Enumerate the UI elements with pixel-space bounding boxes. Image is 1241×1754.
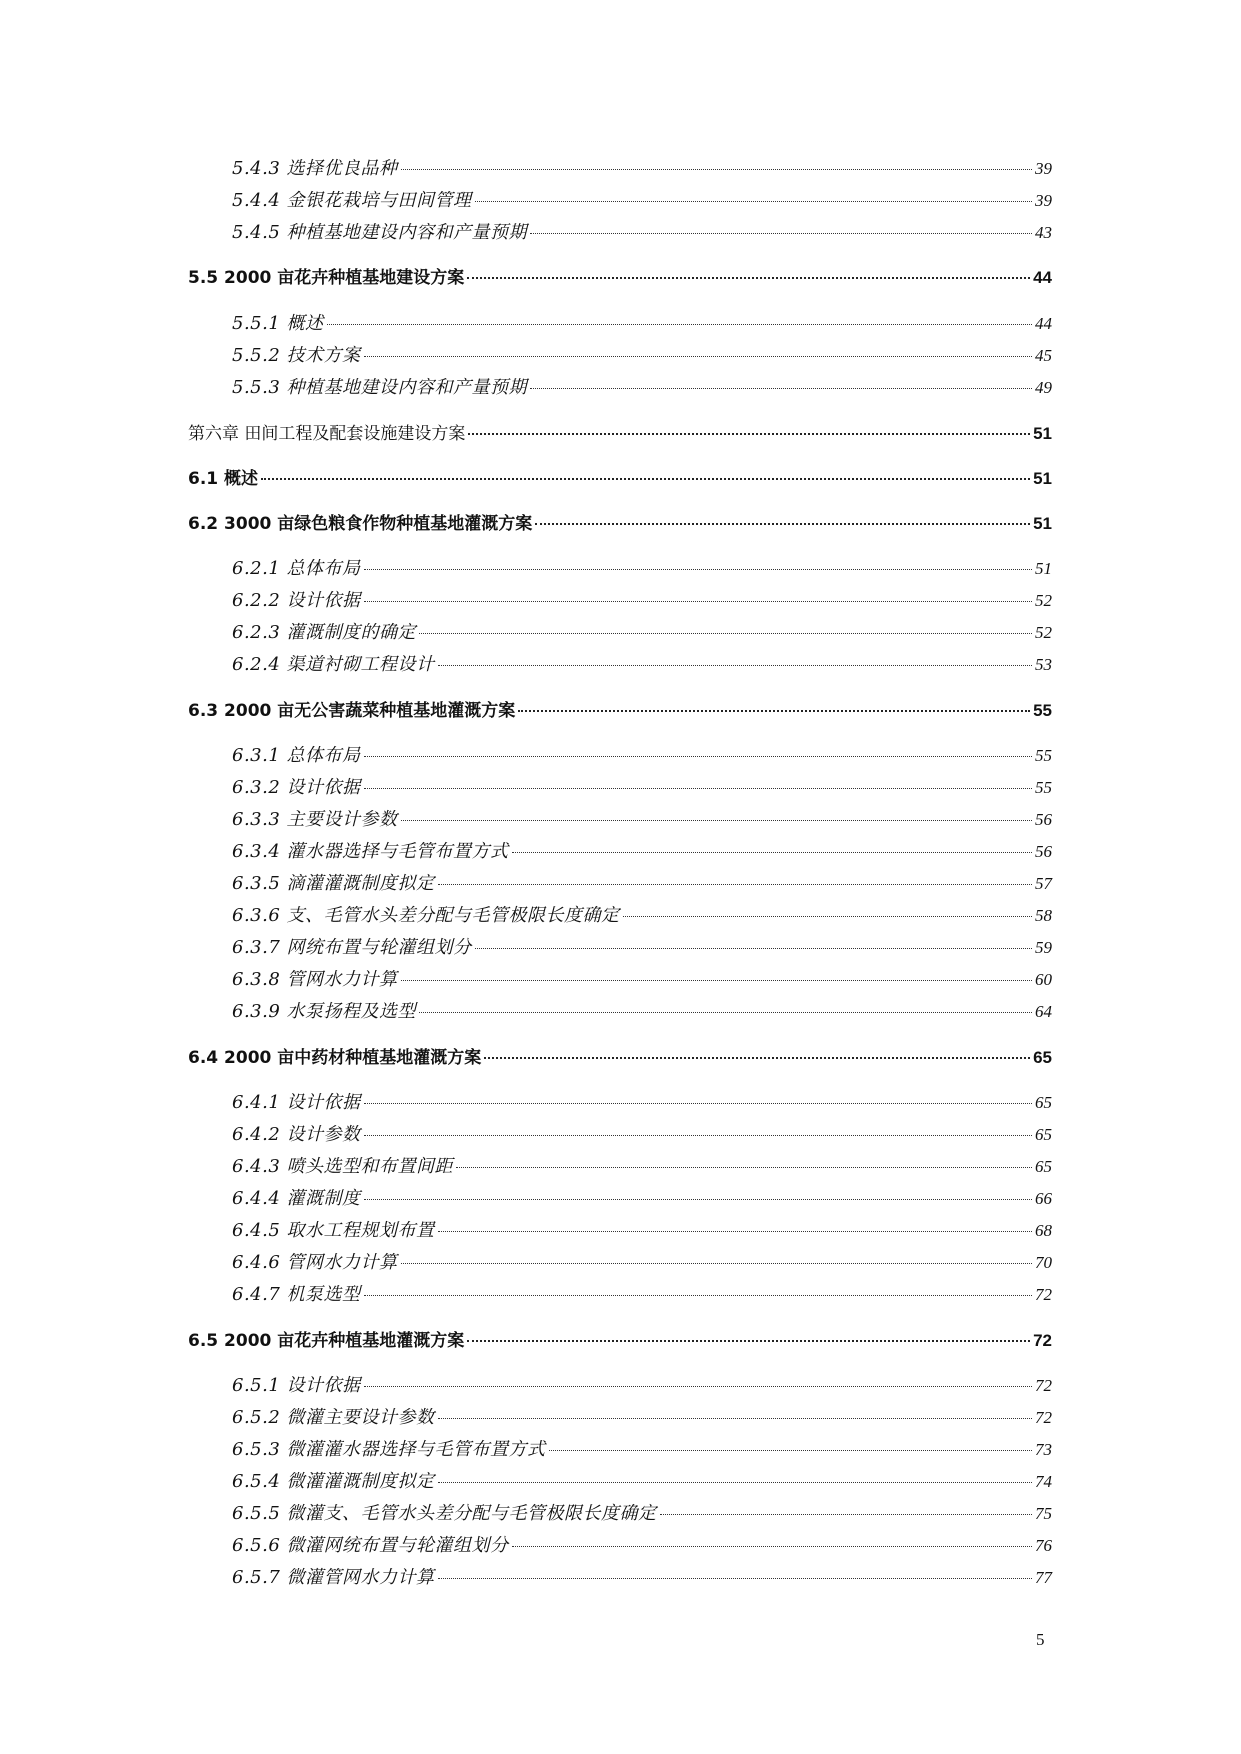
toc-entry-page: 58 — [1035, 906, 1052, 925]
toc-section-page: 44 — [1033, 268, 1052, 287]
dot-leader — [467, 277, 1030, 279]
toc-entry-title: 5.4.5 种植基地建设内容和产量预期 — [232, 222, 528, 243]
dot-leader — [261, 478, 1030, 480]
dot-leader — [438, 665, 1032, 666]
dot-leader — [364, 1199, 1032, 1200]
toc-entry[interactable] — [232, 933, 1052, 959]
dot-leader — [364, 1386, 1032, 1387]
toc-entry[interactable] — [232, 805, 1052, 831]
dot-leader — [549, 1450, 1032, 1451]
toc-chapter-page: 51 — [1033, 424, 1052, 443]
toc-entry[interactable] — [232, 154, 1052, 180]
toc-entry[interactable] — [232, 1371, 1052, 1397]
toc-entry-page: 74 — [1035, 1472, 1052, 1491]
toc-entry-title: 6.3.2 设计依据 — [232, 777, 361, 798]
toc-chapter-title: 第六章 田间工程及配套设施建设方案 — [188, 424, 466, 444]
dot-leader — [438, 884, 1032, 885]
toc-entry[interactable] — [232, 586, 1052, 612]
dot-leader — [512, 1546, 1032, 1547]
toc-entry-page: 55 — [1035, 778, 1052, 797]
toc-entry-page: 52 — [1035, 623, 1052, 642]
toc-section-title: 6.3 2000 亩无公害蔬菜种植基地灌溉方案 — [188, 701, 516, 721]
toc-entry[interactable] — [232, 837, 1052, 863]
dot-leader — [475, 201, 1032, 202]
toc-entry-title: 6.5.6 微灌网统布置与轮灌组划分 — [232, 1535, 509, 1556]
dot-leader — [623, 916, 1032, 917]
toc-entry-title: 6.5.5 微灌支、毛管水头差分配与毛管极限长度确定 — [232, 1503, 657, 1524]
toc-entry-title: 6.2.3 灌溉制度的确定 — [232, 622, 417, 643]
toc-entry-title: 6.5.2 微灌主要设计参数 — [232, 1407, 435, 1428]
toc-entry-page: 43 — [1035, 223, 1052, 242]
toc-entry-title: 6.3.3 主要设计参数 — [232, 809, 398, 830]
toc-entry[interactable] — [232, 341, 1052, 367]
toc-entry-page: 72 — [1035, 1376, 1052, 1395]
toc-section-page: 72 — [1033, 1331, 1052, 1350]
toc-entry[interactable] — [232, 1499, 1052, 1525]
toc-entry[interactable] — [232, 901, 1052, 927]
toc-entry-page: 64 — [1035, 1002, 1052, 1021]
toc-entry[interactable] — [232, 1280, 1052, 1306]
toc-section[interactable] — [188, 509, 1052, 534]
toc-entry[interactable] — [232, 373, 1052, 399]
toc-entry-page: 56 — [1035, 842, 1052, 861]
toc-entry-page: 68 — [1035, 1221, 1052, 1240]
toc-entry-title: 6.5.3 微灌灌水器选择与毛管布置方式 — [232, 1439, 546, 1460]
toc-entry-title: 5.5.1 概述 — [232, 313, 324, 334]
toc-entry-title: 6.4.4 灌溉制度 — [232, 1188, 361, 1209]
dot-leader — [327, 324, 1032, 325]
toc-entry-page: 45 — [1035, 346, 1052, 365]
toc-entry[interactable] — [232, 773, 1052, 799]
dot-leader — [364, 788, 1032, 789]
toc-entry[interactable] — [232, 1184, 1052, 1210]
toc-entry-page: 55 — [1035, 746, 1052, 765]
toc-entry-page: 56 — [1035, 810, 1052, 829]
toc-entry-title: 6.4.1 设计依据 — [232, 1092, 361, 1113]
dot-leader — [512, 852, 1032, 853]
toc-entry-page: 66 — [1035, 1189, 1052, 1208]
toc-entry-page: 51 — [1035, 559, 1052, 578]
toc-entry[interactable] — [232, 218, 1052, 244]
toc-section[interactable] — [188, 1326, 1052, 1351]
toc-entry-page: 39 — [1035, 191, 1052, 210]
toc-section-page: 51 — [1033, 469, 1052, 488]
toc-entry-title: 6.4.2 设计参数 — [232, 1124, 361, 1145]
toc-section[interactable] — [188, 263, 1052, 288]
toc-entry-page: 65 — [1035, 1125, 1052, 1144]
toc-entry[interactable] — [232, 309, 1052, 335]
toc-entry-page: 73 — [1035, 1440, 1052, 1459]
toc-entry-page: 52 — [1035, 591, 1052, 610]
toc-entry-title: 6.3.7 网统布置与轮灌组划分 — [232, 937, 472, 958]
toc-section-title: 5.5 2000 亩花卉种植基地建设方案 — [188, 268, 465, 288]
dot-leader — [364, 1295, 1032, 1296]
dot-leader — [535, 523, 1030, 525]
toc-entry[interactable] — [232, 186, 1052, 212]
toc-section-page: 55 — [1033, 701, 1052, 720]
dot-leader — [484, 1057, 1030, 1059]
toc-entry-title: 6.2.1 总体布局 — [232, 558, 361, 579]
toc-entry[interactable] — [232, 1120, 1052, 1146]
dot-leader — [364, 356, 1032, 357]
dot-leader — [530, 388, 1032, 389]
toc-entry-title: 5.4.3 选择优良品种 — [232, 158, 398, 179]
toc-entry-page: 75 — [1035, 1504, 1052, 1523]
toc-entry-page: 39 — [1035, 159, 1052, 178]
dot-leader — [467, 1340, 1030, 1342]
toc-entry[interactable] — [232, 965, 1052, 991]
dot-leader — [364, 1103, 1032, 1104]
toc-entry-title: 5.5.2 技术方案 — [232, 345, 361, 366]
toc-entry[interactable] — [232, 1216, 1052, 1242]
toc-entry[interactable] — [232, 650, 1052, 676]
toc-entry[interactable] — [232, 1088, 1052, 1114]
toc-entry-title: 6.3.6 支、毛管水头差分配与毛管极限长度确定 — [232, 905, 620, 926]
toc-entry-page: 60 — [1035, 970, 1052, 989]
toc-entry-title: 6.5.4 微灌灌溉制度拟定 — [232, 1471, 435, 1492]
page-number: 5 — [1036, 1630, 1045, 1649]
toc-entry-title: 5.5.3 种植基地建设内容和产量预期 — [232, 377, 528, 398]
toc-entry-page: 77 — [1035, 1568, 1052, 1587]
dot-leader — [419, 633, 1032, 634]
toc-section[interactable] — [188, 1043, 1052, 1068]
toc-entry[interactable] — [232, 1563, 1052, 1589]
dot-leader — [419, 1012, 1032, 1013]
toc-entry-title: 6.2.4 渠道衬砌工程设计 — [232, 654, 435, 675]
dot-leader — [438, 1482, 1032, 1483]
toc-entry[interactable] — [232, 554, 1052, 580]
toc-entry[interactable] — [232, 869, 1052, 895]
toc-section-page: 51 — [1033, 514, 1052, 533]
dot-leader — [530, 233, 1032, 234]
toc-entry[interactable] — [232, 1467, 1052, 1493]
dot-leader — [468, 433, 1030, 435]
toc-entry-title: 6.3.1 总体布局 — [232, 745, 361, 766]
dot-leader — [438, 1231, 1032, 1232]
toc-section[interactable] — [188, 696, 1052, 721]
toc-entry-title: 6.2.2 设计依据 — [232, 590, 361, 611]
toc-entry-title: 6.5.1 设计依据 — [232, 1375, 361, 1396]
toc-section-page: 65 — [1033, 1048, 1052, 1067]
toc-entry-page: 72 — [1035, 1408, 1052, 1427]
toc-entry-title: 6.4.5 取水工程规划布置 — [232, 1220, 435, 1241]
toc-entry-page: 44 — [1035, 314, 1052, 333]
toc-entry-page: 53 — [1035, 655, 1052, 674]
toc-entry-title: 6.4.6 管网水力计算 — [232, 1252, 398, 1273]
toc-entry-title: 6.5.7 微灌管网水力计算 — [232, 1567, 435, 1588]
dot-leader — [438, 1418, 1032, 1419]
toc-section-title: 6.5 2000 亩花卉种植基地灌溉方案 — [188, 1331, 465, 1351]
toc-entry-title: 6.4.7 机泵选型 — [232, 1284, 361, 1305]
toc-entry-title: 5.4.4 金银花栽培与田间管理 — [232, 190, 472, 211]
dot-leader — [364, 1135, 1032, 1136]
toc-entry-page: 65 — [1035, 1157, 1052, 1176]
toc-entry[interactable] — [232, 1531, 1052, 1557]
toc-section-title: 6.1 概述 — [188, 469, 259, 489]
toc-section[interactable] — [188, 464, 1052, 489]
toc-entry-page: 59 — [1035, 938, 1052, 957]
dot-leader — [518, 710, 1030, 712]
toc-entry-title: 6.3.9 水泵扬程及选型 — [232, 1001, 417, 1022]
toc-entry-page: 49 — [1035, 378, 1052, 397]
dot-leader — [364, 601, 1032, 602]
toc-entry[interactable] — [232, 1248, 1052, 1274]
toc-entry-title: 6.3.8 管网水力计算 — [232, 969, 398, 990]
toc-section-title: 6.2 3000 亩绿色粮食作物种植基地灌溉方案 — [188, 514, 533, 534]
toc-entry[interactable] — [232, 997, 1052, 1023]
toc-entry-page: 72 — [1035, 1285, 1052, 1304]
toc-entry[interactable] — [232, 1152, 1052, 1178]
dot-leader — [401, 169, 1032, 170]
toc-entry[interactable] — [232, 1403, 1052, 1429]
toc-entry-page: 70 — [1035, 1253, 1052, 1272]
toc-entry[interactable] — [232, 1435, 1052, 1461]
toc-entry-page: 57 — [1035, 874, 1052, 893]
toc-entry[interactable] — [232, 741, 1052, 767]
dot-leader — [401, 820, 1032, 821]
toc-entry-title: 6.3.4 灌水器选择与毛管布置方式 — [232, 841, 509, 862]
toc-entry-page: 76 — [1035, 1536, 1052, 1555]
toc-section-title: 6.4 2000 亩中药材种植基地灌溉方案 — [188, 1048, 482, 1068]
toc-entry[interactable] — [232, 618, 1052, 644]
dot-leader — [364, 756, 1032, 757]
dot-leader — [401, 980, 1032, 981]
dot-leader — [364, 569, 1032, 570]
dot-leader — [475, 948, 1032, 949]
toc-chapter[interactable] — [188, 419, 1052, 444]
dot-leader — [660, 1514, 1032, 1515]
toc-entry-title: 6.4.3 喷头选型和布置间距 — [232, 1156, 454, 1177]
dot-leader — [438, 1578, 1032, 1579]
dot-leader — [456, 1167, 1032, 1168]
toc-entry-title: 6.3.5 滴灌灌溉制度拟定 — [232, 873, 435, 894]
dot-leader — [401, 1263, 1032, 1264]
toc-entry-page: 65 — [1035, 1093, 1052, 1112]
